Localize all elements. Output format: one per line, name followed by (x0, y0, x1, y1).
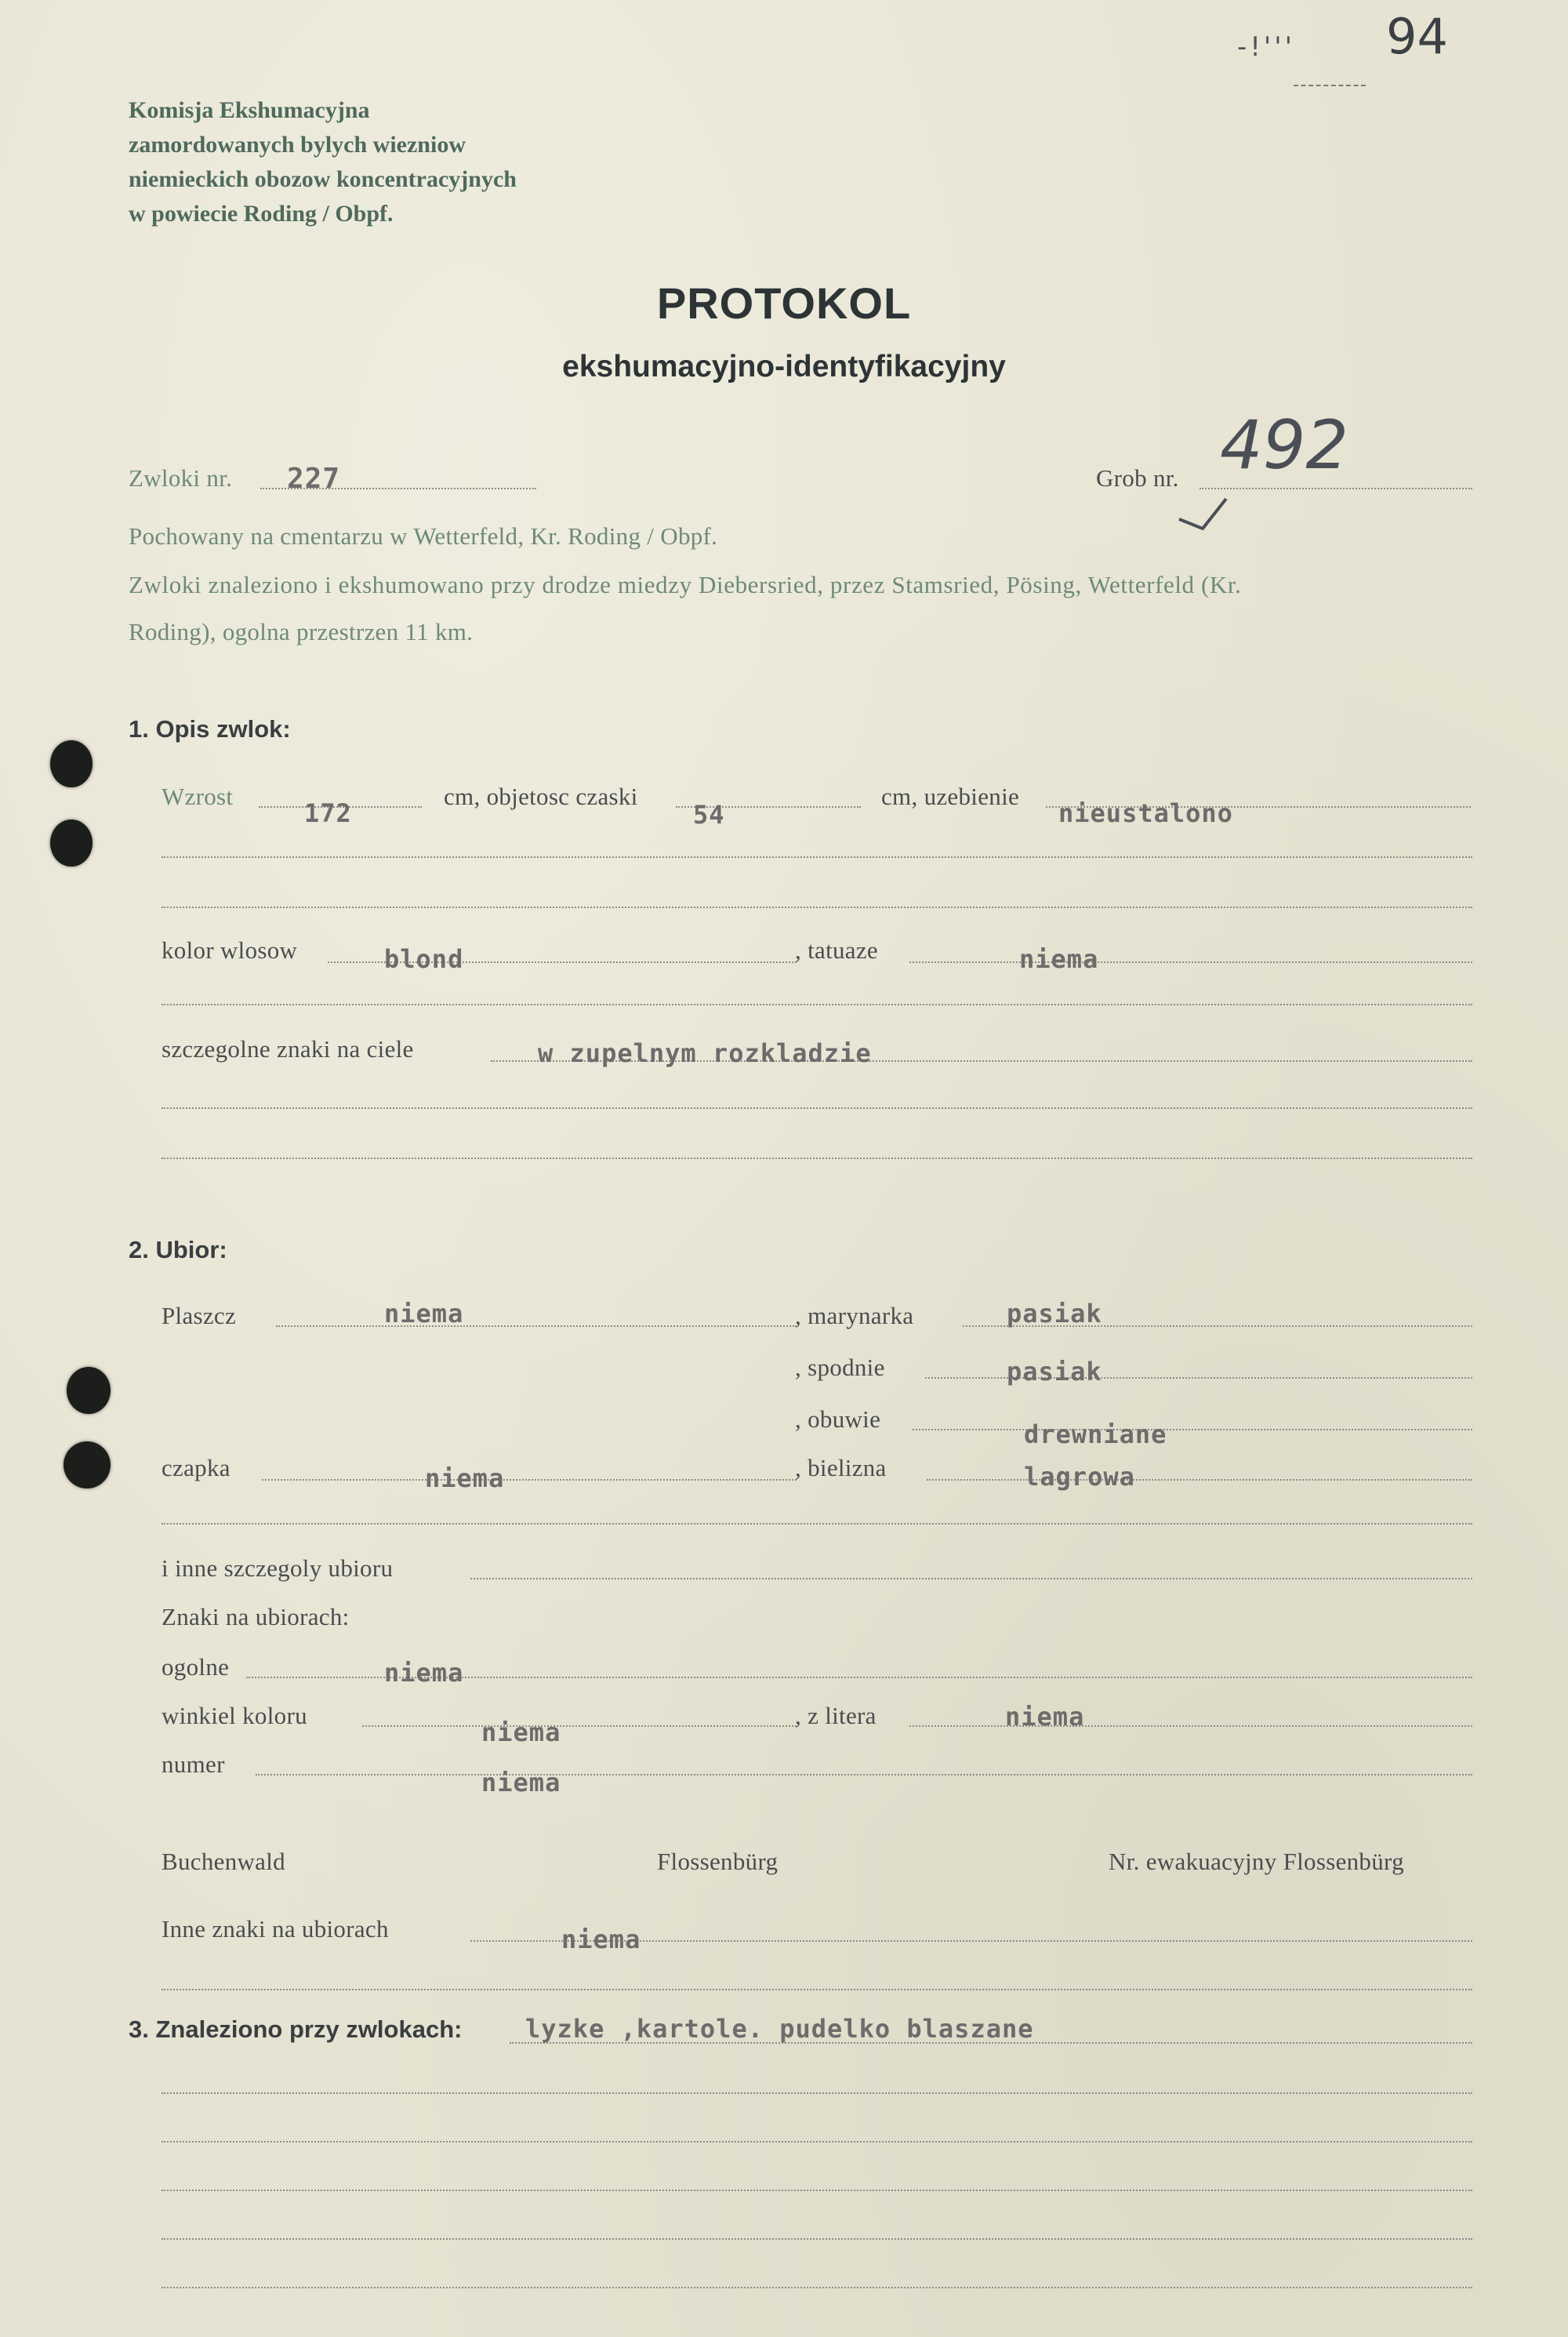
dotted-line (927, 1479, 1472, 1481)
punch-hole (50, 820, 93, 867)
dotted-line (913, 1429, 1472, 1430)
trousers-value: pasiak (1007, 1357, 1102, 1387)
dotted-line (909, 961, 1472, 963)
header-line-2: zamordowanych bylych wiezniow (129, 132, 466, 158)
corner-rule (1294, 85, 1366, 86)
found-line-2: Roding), ogolna przestrzen 11 km. (129, 618, 474, 645)
corner-mark: -!''' (1237, 31, 1295, 63)
grave-number-label: Grob nr. (1096, 464, 1179, 492)
jacket-label: , marynarka (795, 1302, 914, 1329)
general-marks-value: niema (384, 1658, 464, 1688)
camp-buchenwald-label: Buchenwald (162, 1848, 285, 1875)
tattoo-value: niema (1019, 944, 1099, 974)
skull-value: 54 (693, 800, 725, 830)
underwear-label: , bielizna (795, 1454, 887, 1481)
camp-flossenburg-label: Flossenbürg (657, 1848, 779, 1875)
teeth-value: nieustalono (1058, 798, 1233, 828)
page-subtitle: ekshumacyjno-identyfikacyjny (562, 350, 1006, 383)
header-line-1: Komisja Ekshumacyjna (129, 97, 370, 123)
number-label: numer (162, 1750, 225, 1778)
body-number-value: 227 (287, 463, 341, 495)
height-value: 172 (304, 798, 352, 828)
dotted-line (162, 1004, 1472, 1005)
found-line-1: Zwloki znaleziono i ekshumowano przy drodze miedzy Diebersried, przez Stamsried, Pösing, Wetterfeld (Kr. (129, 571, 1242, 598)
other-marks-label: Inne znaki na ubiorach (162, 1915, 389, 1943)
triangle-value: niema (481, 1717, 561, 1747)
underwear-value: lagrowa (1024, 1462, 1135, 1492)
header-line-3: niemieckich obozow koncentracyjnych (129, 166, 517, 192)
check-mark (1171, 491, 1281, 538)
dotted-line (162, 856, 1472, 858)
letter-value: niema (1005, 1702, 1085, 1732)
dotted-line (162, 2190, 1472, 2191)
hair-label: kolor wlosow (162, 936, 298, 964)
evacuation-number-label: Nr. ewakuacyjny Flossenbürg (1109, 1848, 1404, 1875)
cap-label: czapka (162, 1454, 230, 1481)
shoes-value: drewniane (1024, 1419, 1167, 1449)
punch-hole (67, 1367, 111, 1414)
section-2-title: 2. Ubior: (129, 1236, 227, 1263)
hair-value: blond (384, 944, 464, 974)
other-details-label: i inne szczegoly ubioru (162, 1554, 394, 1582)
section-3-title: 3. Znaleziono przy zwlokach: (129, 2015, 463, 2043)
dotted-line (362, 1725, 797, 1727)
dotted-line (256, 1774, 1472, 1775)
skull-label: cm, objetosc czaski (444, 783, 638, 810)
page-number: 94 (1386, 8, 1448, 65)
body-number-label: Zwloki nr. (129, 464, 233, 492)
dotted-line (162, 2238, 1472, 2240)
dotted-line (162, 1523, 1472, 1525)
section-1-title: 1. Opis zwlok: (129, 715, 291, 743)
grave-number-value: 492 (1220, 406, 1349, 485)
dotted-line (162, 1158, 1472, 1159)
buried-line: Pochowany na cmentarzu w Wetterfeld, Kr. Roding / Obpf. (129, 522, 718, 550)
punch-hole (50, 740, 93, 787)
other-marks-value: niema (561, 1924, 641, 1954)
dotted-line (162, 907, 1472, 908)
dotted-line (909, 1725, 1472, 1727)
page-title: PROTOKOL (656, 278, 912, 328)
jacket-value: pasiak (1007, 1299, 1102, 1328)
general-marks-label: ogolne (162, 1653, 230, 1681)
dotted-line (162, 2141, 1472, 2143)
coat-label: Plaszcz (162, 1302, 237, 1329)
triangle-label: winkiel koloru (162, 1702, 307, 1729)
letter-label: , z litera (795, 1702, 877, 1729)
body-marks-label: szczegolne znaki na ciele (162, 1035, 414, 1063)
header-line-4: w powiecie Roding / Obpf. (129, 201, 394, 227)
dotted-line (162, 2287, 1472, 2288)
height-label: Wzrost (162, 783, 234, 810)
trousers-label: , spodnie (795, 1354, 885, 1381)
dotted-line (162, 2092, 1472, 2094)
dotted-line (1200, 488, 1472, 489)
dotted-line (470, 1578, 1472, 1579)
shoes-label: , obuwie (795, 1405, 881, 1433)
clothing-marks-header: Znaki na ubiorach: (162, 1603, 350, 1630)
tattoo-label: , tatuaze (795, 936, 878, 964)
dotted-line (262, 1479, 797, 1481)
found-items-value: lyzke ,kartole. pudelko blaszane (525, 2014, 1034, 2044)
teeth-label: cm, uzebienie (881, 783, 1020, 810)
dotted-line (162, 1107, 1472, 1109)
body-marks-value: w zupelnym rozkladzie (538, 1038, 872, 1068)
cap-value: niema (425, 1463, 505, 1493)
coat-value: niema (384, 1299, 464, 1328)
dotted-line (162, 1989, 1472, 1990)
punch-hole (64, 1441, 111, 1488)
number-value: niema (481, 1768, 561, 1797)
dotted-line (276, 1325, 797, 1327)
